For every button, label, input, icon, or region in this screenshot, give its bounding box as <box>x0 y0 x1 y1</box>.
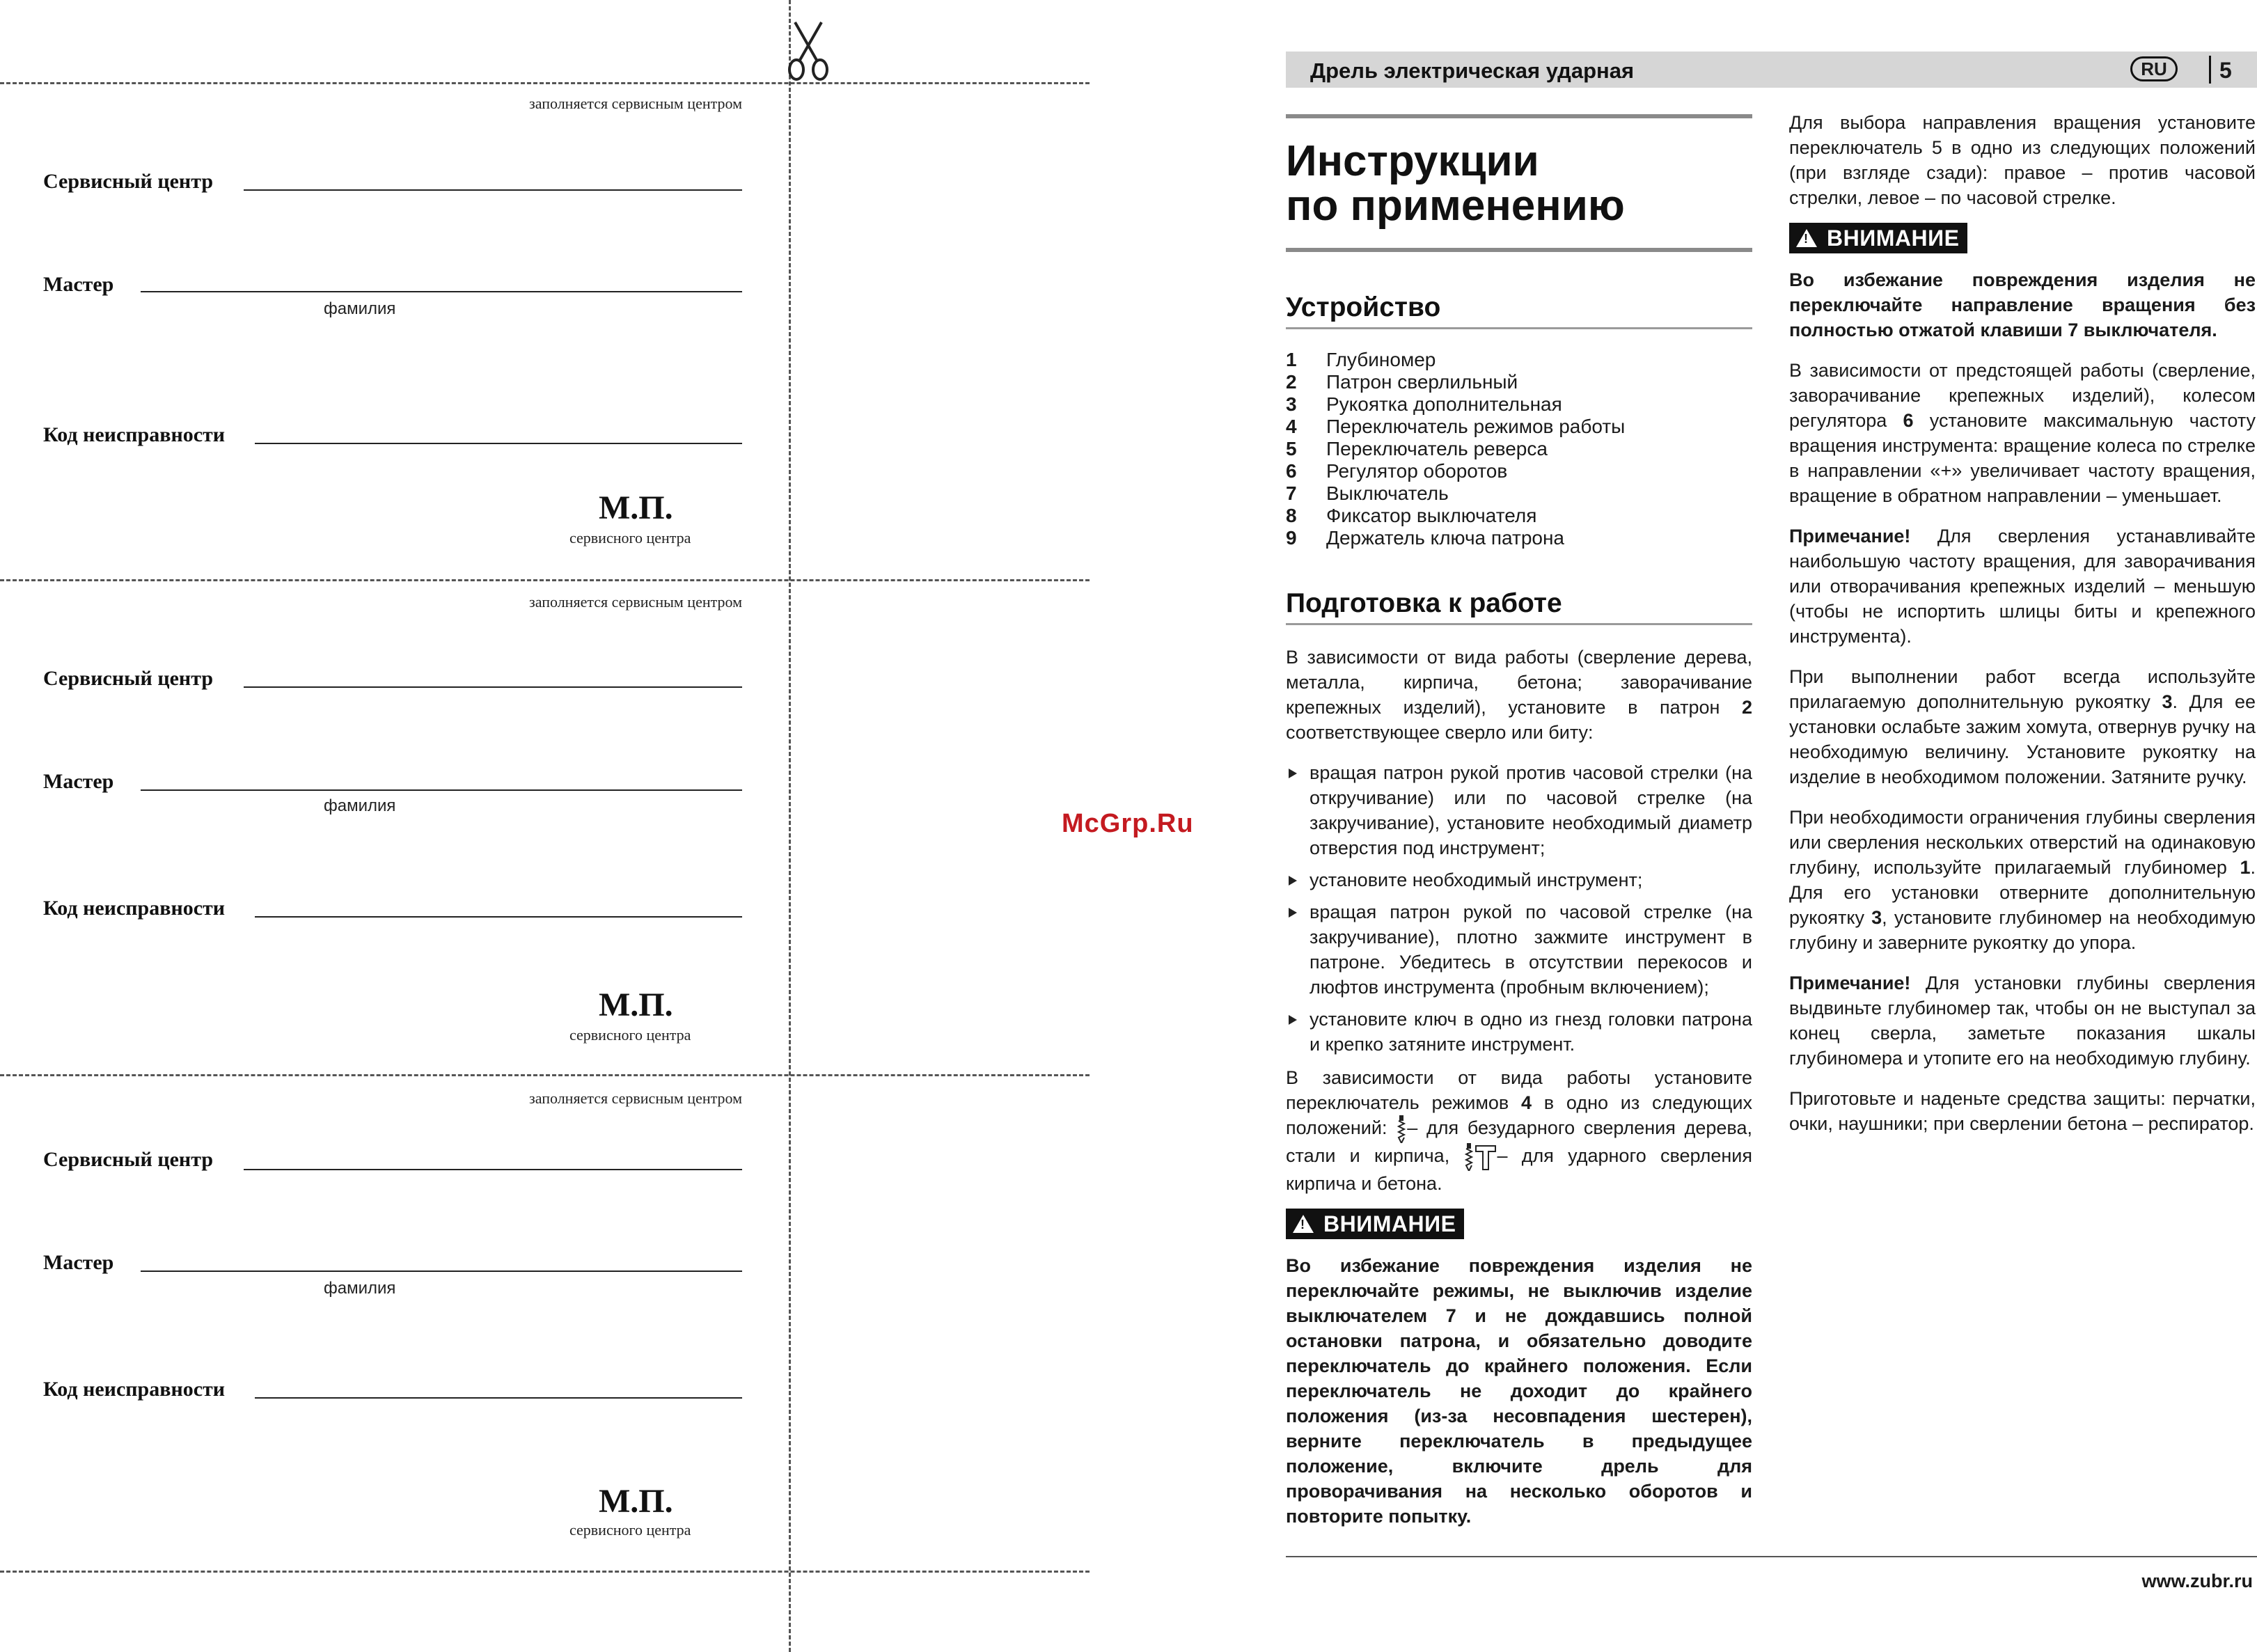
service-center-label: Сервисный центр <box>43 1148 213 1171</box>
master-field[interactable] <box>141 789 742 791</box>
drill-mode-icon <box>1396 1115 1407 1143</box>
warning-icon <box>1796 229 1817 247</box>
master-label: Мастер <box>43 1251 114 1274</box>
section-rule <box>1286 623 1752 625</box>
list-item: вращая патрон рукой против часовой стрелки (на откручивание) или по часовой стрелке (на закручивание), установите необходимый диаметр отверстия под инструмент; <box>1286 760 1752 860</box>
surname-caption: фамилия <box>324 299 396 318</box>
service-center-field[interactable] <box>244 1169 742 1170</box>
protection-paragraph: Приготовьте и наденьте средства защиты: перчатки, очки, наушники; при сверлении бетона – респиратор. <box>1789 1088 2256 1134</box>
surname-caption: фамилия <box>324 1279 396 1298</box>
prep-intro: В зависимости от вида работы (сверление дерева, металла, кирпича, бетона; заворачивание крепежных изделий), установите в патрон 2 соответствующее сверло или биту: <box>1286 647 1752 743</box>
stamp-caption: сервисного центра <box>569 529 691 546</box>
master-label: Мастер <box>43 770 114 793</box>
service-coupon-2 <box>0 581 766 1079</box>
section-rule <box>1286 327 1752 329</box>
warning-badge: ! ВНИМАНИЕ <box>1789 223 1967 253</box>
fault-code-field[interactable] <box>255 1397 742 1399</box>
stamp-place: М.П. <box>599 489 673 526</box>
prep-steps <box>1286 760 1752 1057</box>
service-center-field[interactable] <box>244 686 742 688</box>
hammer-drill-mode-icon <box>1463 1143 1497 1171</box>
scissors-icon <box>785 21 834 84</box>
surname-caption: фамилия <box>324 796 396 815</box>
service-center-field[interactable] <box>244 189 742 191</box>
parts-item: 8 Фиксатор выключателя <box>1286 505 1537 526</box>
coupon-note: заполняется сервисным центром <box>529 593 742 611</box>
list-item: вращая патрон рукой по часовой стрелке (на закручивание), плотно зажмите инструмент в патроне. Убедитесь в отсутствии перекосов и люфтов инструмента (пробным включением); <box>1286 899 1752 1000</box>
parts-item: 3 Рукоятка дополнительная <box>1286 393 1562 415</box>
header-separator <box>2209 56 2211 84</box>
master-field[interactable] <box>141 1271 742 1272</box>
stamp-caption: сервисного центра <box>569 1026 691 1044</box>
footer-url: www.zubr.ru <box>2141 1571 2253 1591</box>
stamp-place: М.П. <box>599 1483 673 1520</box>
parts-item: 6 Регулятор оборотов <box>1286 460 1508 482</box>
page-title: Инструкции по применению <box>1286 137 1625 230</box>
section-title-device: Устройство <box>1286 292 1441 322</box>
direction-paragraph: Для выбора направления вращения установите переключатель 5 в одно из следующих положений (при взгляде сзади): правое – против часовой стрелки, левое – по часовой стрелке. <box>1789 112 2256 208</box>
fault-code-label: Код неисправности <box>43 423 226 446</box>
list-item: установите ключ в одно из гнезд головки патрона и крепко затяните инструмент. <box>1286 1007 1752 1057</box>
warning-badge: ! ВНИМАНИЕ <box>1286 1209 1464 1239</box>
vertical-cut-line <box>789 0 791 1652</box>
parts-item: 2 Патрон сверлильный <box>1286 371 1518 393</box>
service-coupon-3 <box>0 1076 766 1574</box>
fault-code-label: Код неисправности <box>43 1378 226 1401</box>
parts-list <box>1286 349 1752 549</box>
fault-code-label: Код неисправности <box>43 897 226 920</box>
service-center-label: Сервисный центр <box>43 170 213 193</box>
coupon-note: заполняется сервисным центром <box>529 95 742 112</box>
master-label: Мастер <box>43 273 114 296</box>
header-title: Дрель электрическая ударная <box>1310 58 1635 83</box>
service-center-label: Сервисный центр <box>43 667 213 690</box>
title-rule-top <box>1286 114 1752 118</box>
title-rule-bottom <box>1286 248 1752 252</box>
section-title-preparation: Подготовка к работе <box>1286 588 1562 618</box>
list-item: установите необходимый инструмент; <box>1286 867 1752 892</box>
warning-icon <box>1293 1215 1314 1233</box>
mode-paragraph: В зависимости от вида работы установите переключатель режимов 4 в одно из следующих положений: – для безударного сверления дерева, стали и кирпича, – для ударного сверления кирпича и бетона. <box>1286 1067 1752 1194</box>
speed-paragraph: В зависимости от предстоящей работы (сверление, заворачивание крепежных изделий), колесом регулятора 6 установите максимальную частоту вращения инструмента: вращение колеса по стрелке в направлении «+» увеличивает частоту вращения, вращение в обратном направлении – уменьшает. <box>1789 360 2256 506</box>
coupon-note: заполняется сервисным центром <box>529 1089 742 1107</box>
parts-item: 5 Переключатель реверса <box>1286 438 1548 459</box>
footer-rule <box>1286 1556 2257 1557</box>
depth-paragraph: При необходимости ограничения глубины сверления или сверления нескольких отверстий на одинаковую глубину, используйте прилагаемый глубиномер 1. Для его установки отверните дополнительную рукоятку 3, установите глубиномер на необходимую глубину и заверните рукоятку до упора. <box>1789 807 2256 953</box>
page-number: 5 <box>2219 58 2232 83</box>
parts-item: 9 Держатель ключа патрона <box>1286 527 1565 549</box>
column-right <box>1789 110 2256 1151</box>
parts-item: 7 Выключатель <box>1286 482 1449 504</box>
warning-text: Во избежание повреждения изделия не переключайте режимы, не выключив изделие выключателем 7 и не дождавшись полной остановки патрона, и обязательно доводите переключатель до крайнего положения. Если переключатель не доходит до крайнего положения (из-за несовпадения шестерен), верните переключатель в предыдущее положение, включите дрель для проворачивания на несколько оборотов и повторите попытку. <box>1286 1255 1752 1527</box>
note-paragraph: Примечание! Для установки глубины сверления выдвиньте глубиномер так, чтобы он не выступал за конец сверла, заметьте показания шкалы глубиномера и утопите его на необходимую глубину. <box>1789 973 2256 1069</box>
column-left <box>1286 114 1752 1544</box>
warning-text: Во избежание повреждения изделия не переключайте направление вращения без полностью отжатой клавиши 7 выключателя. <box>1789 269 2256 340</box>
stamp-caption: сервисного центра <box>569 1521 691 1539</box>
parts-item: 4 Переключатель режимов работы <box>1286 416 1626 437</box>
fault-code-field[interactable] <box>255 443 742 444</box>
language-badge: RU <box>2130 56 2178 81</box>
service-coupon-1 <box>0 84 766 582</box>
master-field[interactable] <box>141 291 742 292</box>
note-paragraph: Примечание! Для сверления устанавливайте наибольшую частоту вращения, для заворачивания или отворачивания крепежных изделий – меньшую (чтобы не испортить шлицы биты и крепежного инструмента). <box>1789 526 2256 647</box>
parts-item: 1 Глубиномер <box>1286 349 1436 370</box>
fault-code-field[interactable] <box>255 916 742 918</box>
handle-paragraph: При выполнении работ всегда используйте прилагаемую дополнительную рукоятку 3. Для ее установки ослабьте зажим хомута, отвернув ручку на необходимую величину. Установите рукоятку на изделие в необходимом положении. Затяните ручку. <box>1789 666 2256 787</box>
stamp-place: М.П. <box>599 986 673 1023</box>
watermark: McGrp.Ru <box>1062 809 1194 838</box>
